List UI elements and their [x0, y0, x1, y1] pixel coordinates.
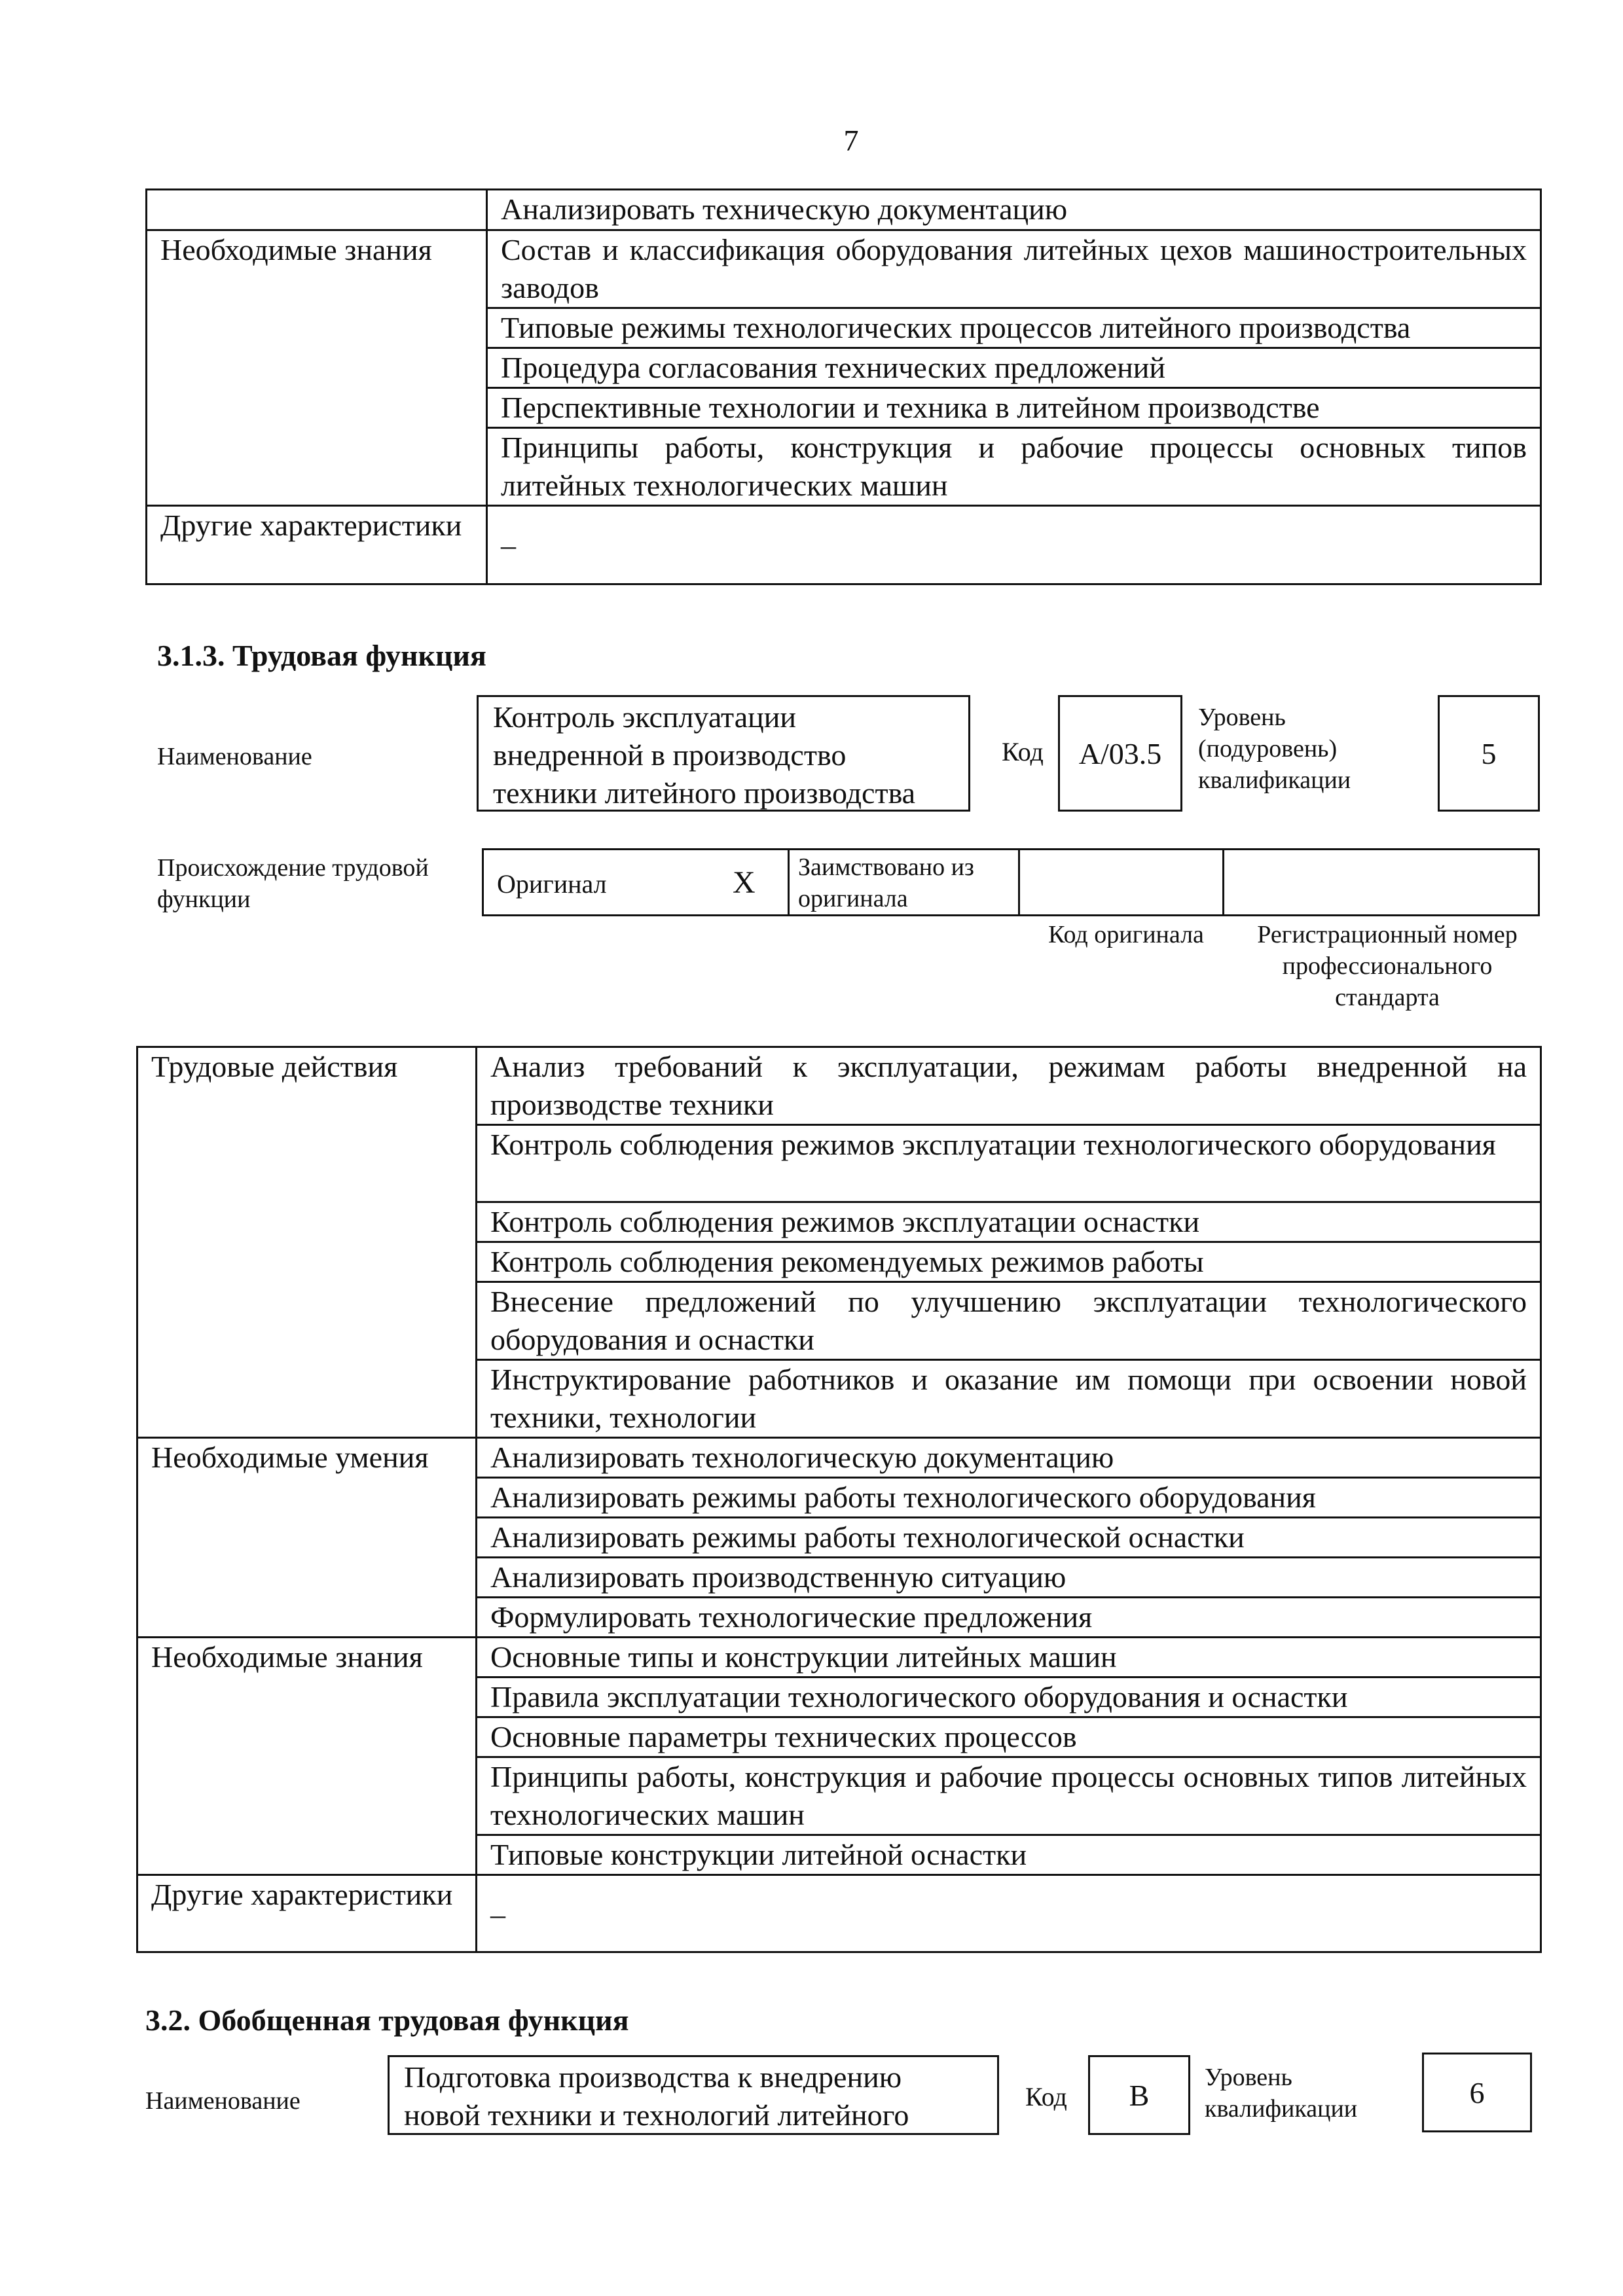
prev-function-table: [145, 188, 1542, 585]
level-box: [1438, 695, 1540, 812]
origin-label: Происхождение трудовой функции: [157, 854, 429, 913]
code-label: Код: [1002, 737, 1044, 766]
other-label: Другие характеристики: [147, 506, 487, 584]
reg-number-caption: Регистрационный номер профессионального стандарта: [1257, 921, 1518, 1011]
action-item: Внесение предложений по улучшению эксплуатации технологического оборудования и оснастки: [477, 1282, 1541, 1360]
actions-label: Трудовые действия: [137, 1047, 477, 1438]
code-box: [1058, 695, 1182, 812]
code-value: А/03.5: [1078, 736, 1162, 770]
skill-item: Анализировать технологическую документацию: [477, 1438, 1541, 1478]
function-name: Контроль эксплуатации внедренной в производство техники литейного производства: [493, 700, 916, 810]
skills-label: Необходимые умения: [137, 1438, 477, 1638]
other-value: –: [477, 1875, 1541, 1952]
knowledge-item: Процедура согласования технических предложений: [487, 348, 1541, 388]
labor-function-table: [136, 1046, 1542, 1953]
knowledge-item: Принципы работы, конструкция и рабочие процессы основных типов литейных технологических машин: [477, 1757, 1541, 1835]
table-row: [137, 1638, 1541, 1677]
code-value-32: В: [1129, 2078, 1150, 2112]
skill-item: Анализировать режимы работы технологического оборудования: [477, 1478, 1541, 1518]
level-label: Уровень (подуровень) квалификации: [1198, 704, 1351, 794]
knowledge-item: Состав и классификация оборудования литейных цехов машиностроительных заводов: [487, 230, 1541, 308]
divider: [788, 850, 790, 914]
skill-item: Анализировать производственную ситуацию: [477, 1558, 1541, 1598]
other-value: –: [487, 506, 1541, 584]
divider: [1018, 850, 1020, 914]
section-heading-313: 3.1.3. Трудовая функция: [157, 639, 486, 672]
origin-box: [482, 848, 1540, 916]
table-row: [137, 1438, 1541, 1478]
knowledge-label: Необходимые знания: [137, 1638, 477, 1875]
section-heading-32: 3.2. Обобщенная трудовая функция: [145, 2003, 629, 2037]
knowledge-item: Принципы работы, конструкция и рабочие процессы основных типов литейных технологических машин: [487, 428, 1541, 506]
action-item: Инструктирование работников и оказание им помощи при освоении новой техники, технологии: [477, 1360, 1541, 1438]
general-function-name: Подготовка производства к внедрению новой техники и технологий литейного: [404, 2060, 909, 2132]
code-box-32: [1088, 2055, 1190, 2135]
page-number: 7: [843, 124, 859, 157]
knowledge-item: Основные параметры технических процессов: [477, 1717, 1541, 1757]
knowledge-item: Правила эксплуатации технологического оборудования и оснастки: [477, 1677, 1541, 1717]
original-label: Оригинал: [497, 869, 607, 899]
table-row: [137, 1875, 1541, 1952]
table-row: [147, 230, 1541, 308]
skill-item: Формулировать технологические предложения: [477, 1598, 1541, 1638]
action-item: Анализ требований к эксплуатации, режимам работы внедренной на производстве техники: [477, 1047, 1541, 1125]
knowledge-item: Типовые конструкции литейной оснастки: [477, 1835, 1541, 1875]
skills-label-continued: [147, 190, 487, 230]
name-label: Наименование: [157, 743, 312, 770]
action-item: Контроль соблюдения режимов эксплуатации оснастки: [477, 1202, 1541, 1242]
level-value: 5: [1481, 736, 1497, 770]
knowledge-item: Основные типы и конструкции литейных машин: [477, 1638, 1541, 1677]
level-label-32: Уровень квалификации: [1205, 2064, 1358, 2123]
level-box-32: [1422, 2053, 1532, 2132]
name-label-32: Наименование: [145, 2087, 301, 2115]
name-box: [477, 695, 970, 812]
action-item: Контроль соблюдения режимов эксплуатации технологического оборудования: [477, 1125, 1541, 1202]
table-row: [147, 506, 1541, 584]
knowledge-item: Перспективные технологии и техника в литейном производстве: [487, 388, 1541, 428]
skill-item: Анализировать техническую документацию: [487, 190, 1541, 230]
original-mark: Х: [733, 865, 756, 900]
table-row: [137, 1047, 1541, 1125]
code-original-caption: Код оригинала: [1048, 921, 1204, 948]
name-box-32: [388, 2055, 999, 2135]
level-value-32: 6: [1469, 2075, 1485, 2109]
code-label-32: Код: [1025, 2082, 1067, 2111]
other-label: Другие характеристики: [137, 1875, 477, 1952]
skill-item: Анализировать режимы работы технологической оснастки: [477, 1518, 1541, 1558]
divider: [1222, 850, 1224, 914]
table-row: [147, 190, 1541, 230]
knowledge-label: Необходимые знания: [147, 230, 487, 506]
borrowed-label: Заимствовано из оригинала: [798, 853, 974, 912]
action-item: Контроль соблюдения рекомендуемых режимов работы: [477, 1242, 1541, 1282]
knowledge-item: Типовые режимы технологических процессов литейного производства: [487, 308, 1541, 348]
